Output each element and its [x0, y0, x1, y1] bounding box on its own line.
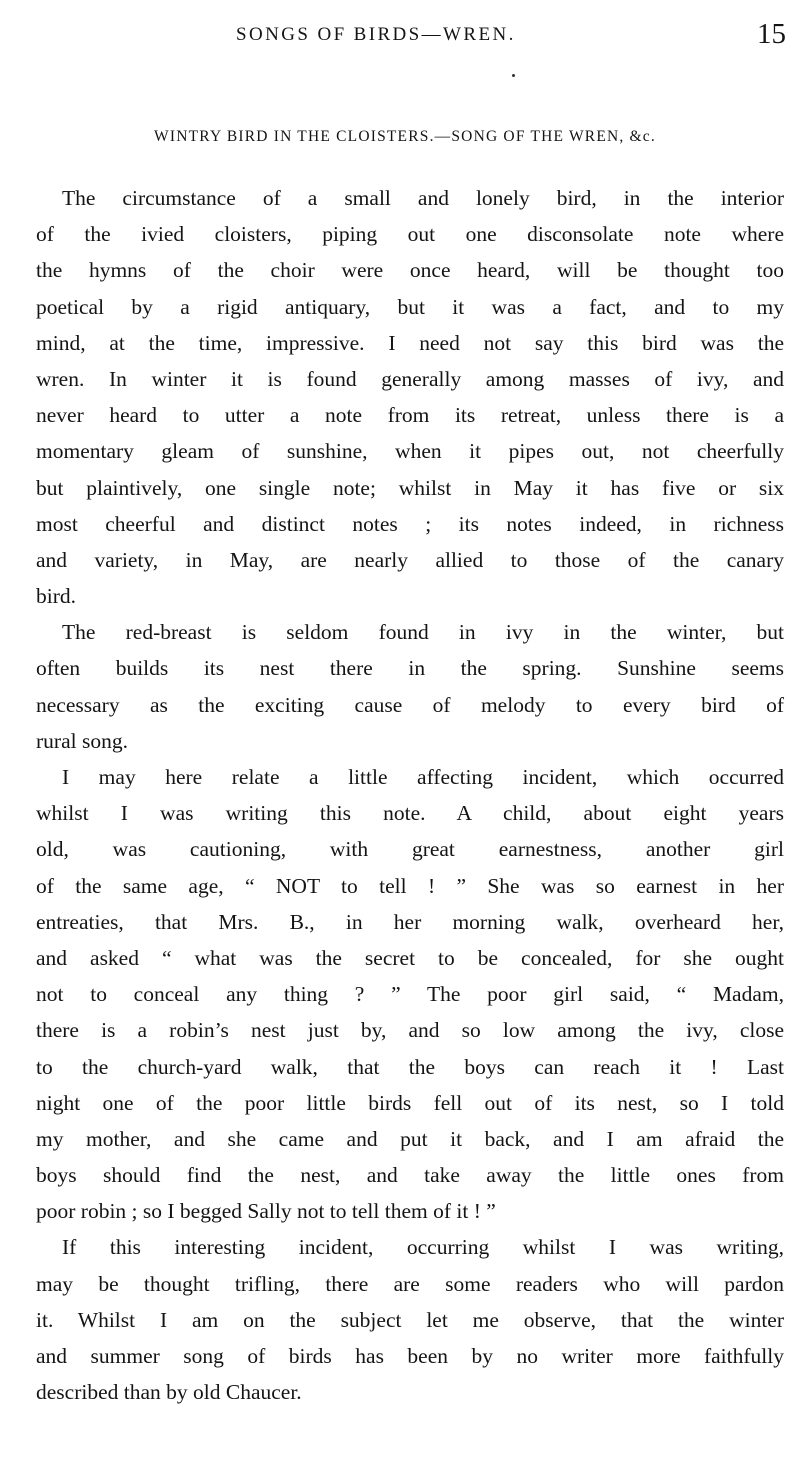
text-line: poetical by a rigid antiquary, but it was a fact, and to my — [36, 294, 784, 319]
text-line: and variety, in May, are nearly allied to those of the canary — [36, 547, 784, 572]
text-line: mind, at the time, impressive. I need not say this bird was the — [36, 330, 784, 355]
text-line: The red-breast is seldom found in ivy in the winter, but — [62, 620, 784, 645]
paragraph-1 — [36, 180, 784, 614]
running-head-title: SONGS OF BIRDS—WREN. — [236, 24, 516, 45]
text-line: my mother, and she came and put it back, and I am afraid the — [36, 1126, 784, 1151]
paragraph-2 — [36, 614, 784, 759]
text-line: may be thought trifling, there are some readers who will pardon — [36, 1271, 784, 1296]
text-line: momentary gleam of sunshine, when it pipes out, not cheerfully — [36, 439, 784, 464]
text-line: and summer song of birds has been by no writer more faithfully — [36, 1344, 784, 1368]
text-line: entreaties, that Mrs. B., in her morning walk, overheard her, — [36, 909, 784, 934]
text-line: whilst I was writing this note. A child, about eight years — [36, 801, 784, 826]
text-line: often builds its nest there in the spring. Sunshine seems — [36, 656, 784, 681]
text-line: described than by old Chaucer. — [36, 1380, 302, 1405]
text-line: wren. In winter it is found generally among masses of ivy, and — [36, 366, 784, 391]
text-line: boys should find the nest, and take away the little ones from — [36, 1163, 784, 1188]
text-line: never heard to utter a note from its retreat, unless there is a — [36, 403, 784, 428]
text-line: and asked “ what was the secret to be concealed, for she ought — [36, 945, 784, 970]
text-line: The circumstance of a small and lonely bird, in the interior — [62, 186, 784, 210]
text-line: night one of the poor little birds fell out of its nest, so I told — [36, 1090, 784, 1115]
body-text — [36, 180, 784, 1410]
text-line: bird. — [36, 584, 77, 609]
text-line: rural song. — [36, 728, 128, 753]
text-line: If this interesting incident, occurring whilst I was writing, — [62, 1235, 784, 1260]
text-line: poor robin ; so I begged Sally not to tell them of it ! ” — [36, 1199, 496, 1224]
text-line: I may here relate a little affecting incident, which occurred — [62, 765, 784, 789]
text-line: of the ivied cloisters, piping out one disconsolate note where — [36, 222, 784, 247]
text-line: it. Whilst I am on the subject let me observe, that the winter — [36, 1307, 784, 1332]
text-line: but plaintively, one single note; whilst in May it has five or six — [36, 475, 784, 500]
text-line: most cheerful and distinct notes ; its notes indeed, in richness — [36, 511, 784, 536]
running-head — [0, 18, 800, 52]
text-line: the hymns of the choir were once heard, will be thought too — [36, 258, 784, 283]
paragraph-4 — [36, 1229, 784, 1410]
print-speck — [512, 74, 515, 77]
text-line: there is a robin’s nest just by, and so low among the ivy, close — [36, 1018, 784, 1043]
text-line: of the same age, “ NOT to tell ! ” She was so earnest in her — [36, 873, 784, 898]
text-line: necessary as the exciting cause of melody to every bird of — [36, 692, 784, 717]
text-line: old, was cautioning, with great earnestness, another girl — [36, 837, 784, 862]
text-line: not to conceal any thing ? ” The poor girl said, “ Madam, — [36, 982, 784, 1007]
section-heading: WINTRY BIRD IN THE CLOISTERS.—SONG OF THE WREN, &c. — [154, 128, 656, 145]
text-line: to the church-yard walk, that the boys can reach it ! Last — [36, 1054, 784, 1079]
page-number: 15 — [757, 18, 786, 50]
paragraph-3 — [36, 759, 784, 1229]
